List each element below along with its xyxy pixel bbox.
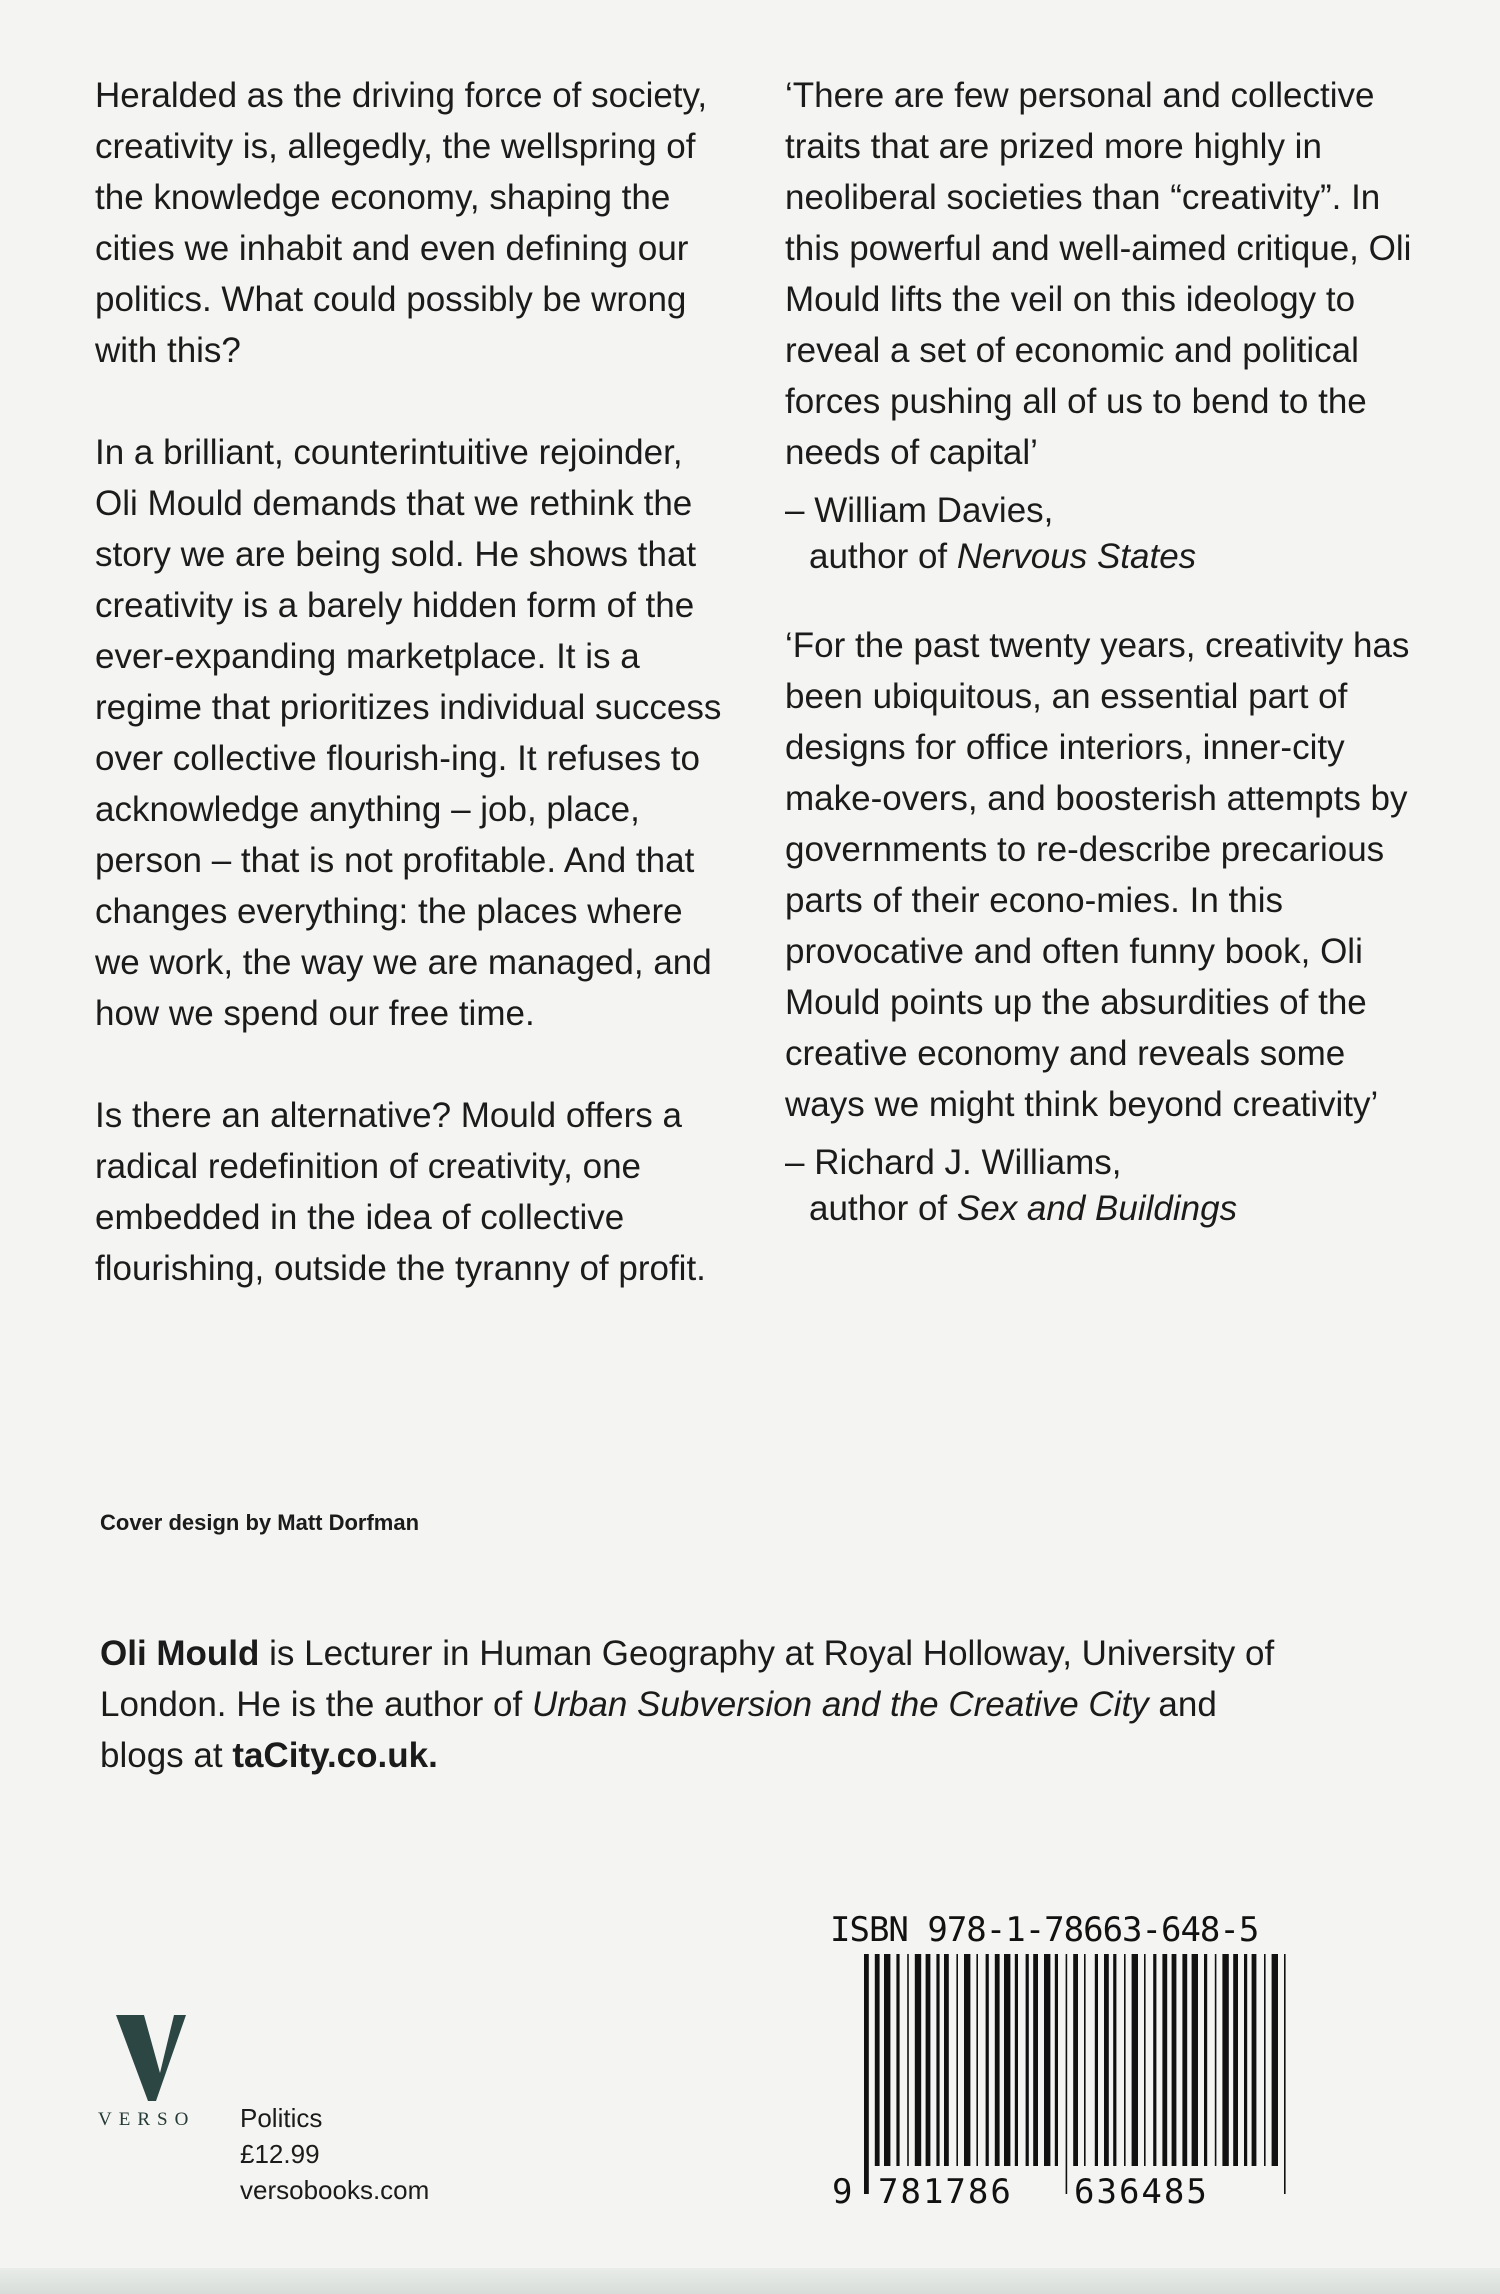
- barcode-bar: [964, 1954, 970, 2166]
- barcode-digits-left: 781786: [874, 2172, 1017, 2212]
- barcode-bar: [1284, 1954, 1286, 2194]
- barcode-bar: [1204, 1954, 1207, 2166]
- verso-v-icon: [116, 2015, 186, 2101]
- quote-1-book-title: Nervous States: [956, 537, 1197, 576]
- quote-2-source: [785, 1186, 1425, 1232]
- left-column: [95, 70, 735, 1294]
- barcode-bar: [1222, 1954, 1228, 2166]
- barcode-bar: [884, 1954, 890, 2166]
- barcode-bar: [1055, 1954, 1058, 2166]
- barcode-digit-first: 9: [832, 2172, 853, 2212]
- blurb-paragraph-1: Heralded as the driving force of society, creativity is, allegedly, the wellspring of the knowledge economy, shaping the cities we inhabit and even defining our politics. What could possibly be wrong with this?: [95, 76, 708, 370]
- quote-1-source: [785, 534, 1425, 580]
- author-bio: [100, 1628, 1300, 1781]
- bottom-strip: [0, 2268, 1500, 2294]
- isbn-label: ISBN 978-1-78663-648-5: [830, 1910, 1259, 1950]
- barcode-bar: [1252, 1954, 1257, 2166]
- barcode-bar: [1073, 1954, 1078, 2166]
- barcode-bar: [1015, 1954, 1018, 2166]
- blurb-paragraph-2: In a brilliant, counterintuitive rejoinder, Oli Mould demands that we rethink the story we are being sold. He shows that creativity is a barely hidden form of the ever-expanding marketplace. It is a regime that prioritizes individual success over collective flourish-ing. It refuses to acknowledge anything – job, place, person – that is not profitable. And that changes everything: the places where we work, the way we are managed, and how we spend our free time.: [95, 433, 722, 1033]
- barcode-bar: [1172, 1954, 1177, 2166]
- barcode-bar: [1144, 1954, 1146, 2166]
- barcode-bar: [1153, 1954, 1156, 2166]
- barcode-bar: [915, 1954, 921, 2166]
- quote-2-text: ‘For the past twenty years, creativity has been ubiquitous, an essential part of designs for office interiors, inner-city make-overs, and boosterish attempts by governments to re-describe precarious parts of their econo-mies. In this provocative and often funny book, Oli Mould points up the absurdities of the creative economy and reveals some ways we might think beyond creativity’: [785, 626, 1410, 1124]
- barcode-bar: [1044, 1954, 1050, 2166]
- barcode-bar: [1033, 1954, 1038, 2166]
- quote-1-author: – William Davies,: [785, 491, 1054, 530]
- quote-2-book-title: Sex and Buildings: [956, 1189, 1238, 1228]
- bio-text-1: is Lecturer in Human Geography at Royal Holloway, University of London. He is the author of: [100, 1634, 1275, 1724]
- barcode-bar: [864, 1954, 869, 2194]
- barcode-bar: [875, 1954, 880, 2166]
- quote-2-attribution: [785, 1140, 1425, 1232]
- publisher-website: versobooks.com: [240, 2175, 430, 2205]
- barcode-bar: [1066, 1954, 1068, 2194]
- barcode-bars: [830, 1954, 1310, 2194]
- barcode-bar: [1192, 1954, 1198, 2166]
- barcode-bar: [1272, 1954, 1278, 2166]
- barcode-bar: [896, 1954, 899, 2166]
- barcode-bar: [1026, 1954, 1029, 2166]
- quote-2-source-prefix: author of: [809, 1189, 957, 1228]
- quote-1-source-prefix: author of: [809, 537, 957, 576]
- bio-book-title: Urban Subversion and the Creative City: [531, 1685, 1149, 1724]
- book-category: Politics: [240, 2103, 323, 2133]
- barcode-bar: [1264, 1954, 1266, 2166]
- barcode-bar: [944, 1954, 949, 2166]
- barcode-bar: [1113, 1954, 1116, 2166]
- book-price: £12.99: [240, 2139, 320, 2169]
- barcode-bar: [1084, 1954, 1086, 2166]
- publisher-info: [240, 2100, 429, 2208]
- barcode-bar: [1182, 1954, 1187, 2166]
- barcode-digits-right: 636485: [1070, 2172, 1213, 2212]
- right-column: [785, 70, 1425, 1232]
- barcode-bar: [1095, 1954, 1098, 2166]
- barcode-bar: [1233, 1954, 1238, 2166]
- bio-text-2: and blogs at: [100, 1685, 1217, 1775]
- barcode-bar: [1244, 1954, 1247, 2166]
- barcode-bar: [936, 1954, 939, 2166]
- quote-2-author: – Richard J. Williams,: [785, 1143, 1122, 1182]
- quote-1-text: ‘There are few personal and collective traits that are prized more highly in neoliberal societies than “creativity”. In this powerful and well-aimed critique, Oli Mould lifts the veil on this ideology to reveal a set of economic and political forces pushing all of us to bend to the needs of capital’: [785, 76, 1412, 472]
- barcode-bar: [907, 1954, 909, 2166]
- barcode-bar: [1215, 1954, 1217, 2166]
- barcode-bar: [1104, 1954, 1109, 2166]
- barcode-bar: [976, 1954, 978, 2166]
- barcode-bar: [1004, 1954, 1010, 2166]
- barcode-block: [830, 1910, 1310, 2212]
- barcode-bar: [1162, 1954, 1167, 2166]
- barcode-bar: [986, 1954, 989, 2166]
- quote-1-attribution: [785, 488, 1425, 580]
- cover-credit: Cover design by Matt Dorfman: [100, 1510, 420, 1535]
- barcode-bar: [1124, 1954, 1126, 2166]
- barcode-bar: [956, 1954, 958, 2166]
- barcode-bar: [1132, 1954, 1138, 2166]
- barcode-bar: [926, 1954, 931, 2166]
- barcode-digits: [830, 2172, 1310, 2218]
- verso-logo: [98, 2015, 208, 2131]
- bio-website: taCity.co.uk.: [232, 1736, 438, 1775]
- verso-wordmark: VERSO: [98, 2109, 196, 2130]
- bio-author-name: Oli Mould: [100, 1634, 260, 1673]
- barcode-bar: [995, 1954, 1000, 2166]
- blurb-paragraph-3: Is there an alternative? Mould offers a radical redefinition of creativity, one embedded in the idea of collective flourishing, outside the tyranny of profit.: [95, 1096, 706, 1288]
